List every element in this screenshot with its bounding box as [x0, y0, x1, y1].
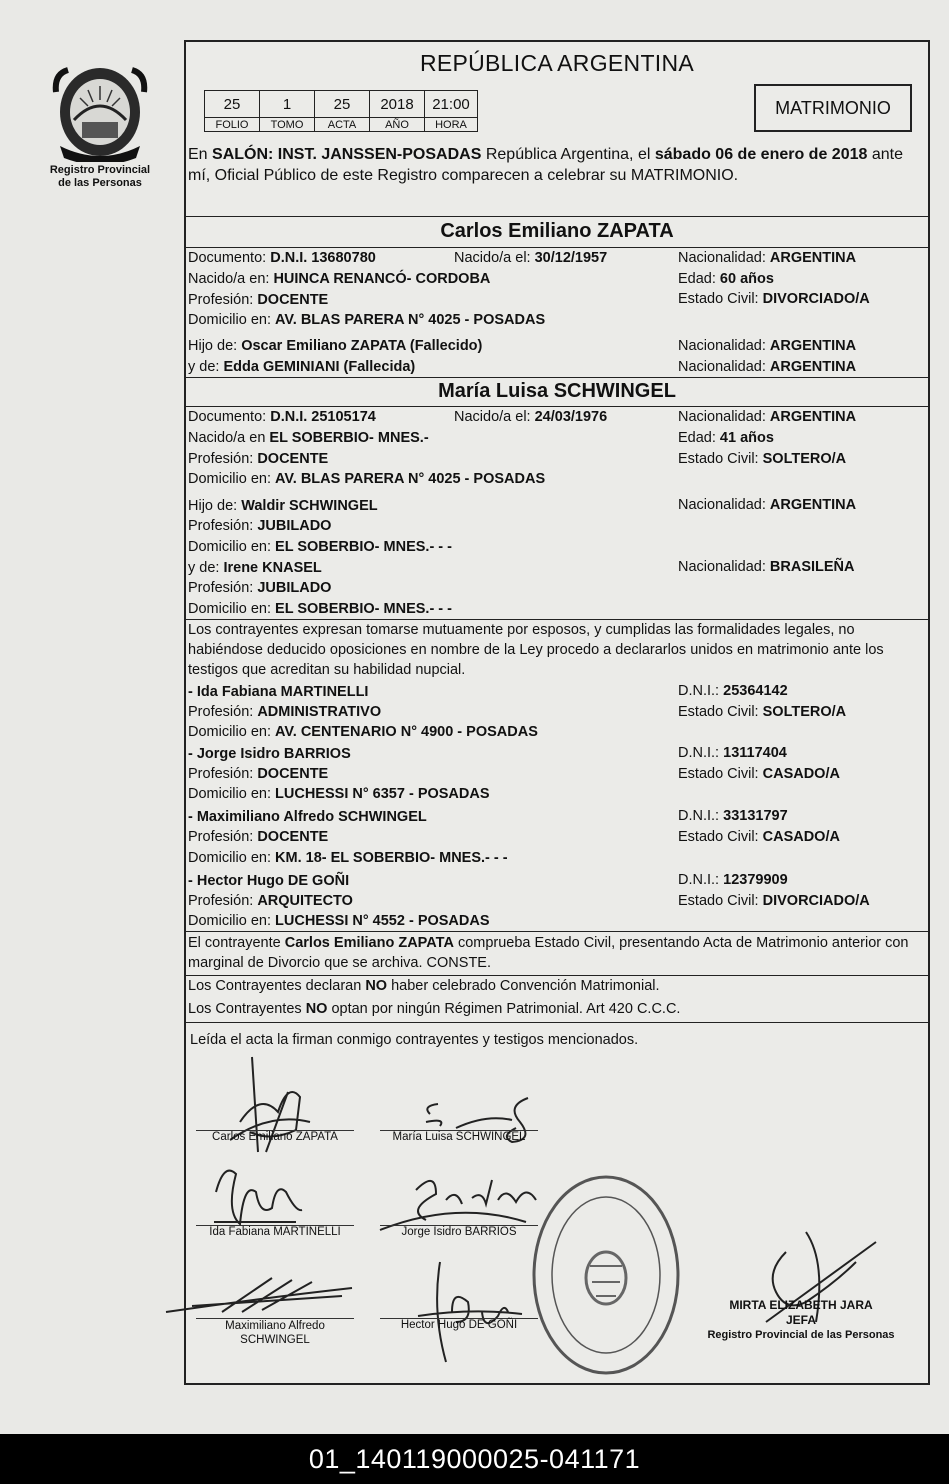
spouse1-mother: y de: Edda GEMINIANI (Fallecida) — [188, 359, 416, 375]
spouse2-birthplace: Nacido/a en EL SOBERBIO- MNES.- — [188, 430, 429, 446]
hora-label: HORA — [425, 118, 478, 132]
spouse2-mother-nationality: Nacionalidad: BRASILEÑA — [678, 559, 855, 575]
signature-scribble-schwingel — [416, 1092, 546, 1152]
official-signatory: MIRTA ELIZABETH JARA JEFA Registro Provincial de las Personas — [707, 1298, 895, 1341]
witness-dni: D.N.I.: 33131797 — [678, 808, 788, 824]
witness-civil-status: Estado Civil: CASADO/A — [678, 829, 840, 845]
ano-label: AÑO — [370, 118, 425, 132]
witness-dni: D.N.I.: 12379909 — [678, 872, 788, 888]
spouse1-birthplace: Nacido/a en: HUINCA RENANCÓ- CORDOBA — [188, 271, 491, 287]
civil-status-note: El contrayente Carlos Emiliano ZAPATA comprueba Estado Civil, presentando Acta de Matrimonio anterior con marginal de Divorcio que se archiva. CONSTE. — [188, 935, 909, 971]
witness-dni: D.N.I.: 13117404 — [678, 745, 787, 761]
registry-numbers-table — [204, 90, 478, 132]
witness-address: Domicilio en: LUCHESSI N° 6357 - POSADAS — [188, 786, 490, 802]
ano-value: 2018 — [370, 91, 425, 118]
spouse1-mother-nationality: Nacionalidad: ARGENTINA — [678, 359, 857, 375]
spouse1-name: Carlos Emiliano ZAPATA — [440, 220, 674, 242]
spouse2-father-nationality: Nacionalidad: ARGENTINA — [678, 497, 857, 513]
witness-name: - Maximiliano Alfredo SCHWINGEL — [188, 809, 427, 825]
spouse2-name: María Luisa SCHWINGEL — [438, 380, 676, 402]
divider — [186, 1022, 928, 1023]
signature-name-martinelli: Ida Fabiana MARTINELLI — [209, 1226, 341, 1238]
divider — [186, 931, 928, 932]
witness-civil-status: Estado Civil: CASADO/A — [678, 766, 840, 782]
record-type-box: MATRIMONIO — [754, 84, 912, 132]
spouse2-mother-address: Domicilio en: EL SOBERBIO- MNES.- - - — [188, 601, 452, 617]
spouse1-nationality: Nacionalidad: ARGENTINA — [678, 250, 857, 266]
spouse2-address: Domicilio en: AV. BLAS PARERA N° 4025 - POSADAS — [188, 471, 546, 487]
divider — [186, 216, 928, 217]
divider — [186, 247, 928, 248]
spouse2-father-profession: Profesión: JUBILADO — [188, 518, 332, 534]
acta-value: 25 — [315, 91, 370, 118]
logo-caption: Registro Provincial de las Personas — [49, 164, 151, 189]
signature-scribble-martinelli — [206, 1152, 306, 1232]
folio-value: 25 — [205, 91, 260, 118]
signature-name-schwingel: María Luisa SCHWINGEL — [392, 1131, 526, 1143]
witness-address: Domicilio en: LUCHESSI N° 4552 - POSADAS — [188, 913, 490, 929]
signature-name-maximiliano: Maximiliano Alfredo SCHWINGEL — [225, 1320, 325, 1346]
convention-note: Los Contrayentes declaran NO haber celebrado Convención Matrimonial. — [188, 978, 660, 994]
divider — [186, 406, 928, 407]
signature-name-barrios: Jorge Isidro BARRIOS — [401, 1226, 517, 1238]
witness-address: Domicilio en: KM. 18- EL SOBERBIO- MNES.- - - — [188, 850, 508, 866]
acta-label: ACTA — [315, 118, 370, 132]
witness-name: - Jorge Isidro BARRIOS — [188, 746, 351, 762]
witness-name: - Ida Fabiana MARTINELLI — [188, 684, 369, 700]
official-stamp-icon — [526, 1170, 686, 1380]
witness-civil-status: Estado Civil: DIVORCIADO/A — [678, 893, 870, 909]
folio-label: FOLIO — [205, 118, 260, 132]
divider — [186, 975, 928, 976]
signature-scribble-degoni — [412, 1252, 532, 1372]
misiones-seal-icon — [52, 62, 148, 162]
marriage-certificate — [184, 40, 930, 1385]
witness-profession: Profesión: ARQUITECTO — [188, 893, 353, 909]
registry-logo — [40, 62, 160, 190]
spouse2-age: Edad: 41 años — [678, 430, 774, 446]
spouse2-father-address: Domicilio en: EL SOBERBIO- MNES.- - - — [188, 539, 452, 555]
spouse1-birthdate: Nacido/a el: 30/12/1957 — [454, 250, 608, 266]
witness-address: Domicilio en: AV. CENTENARIO N° 4900 - POSADAS — [188, 724, 538, 740]
hora-value: 21:00 — [425, 91, 478, 118]
witness-civil-status: Estado Civil: SOLTERO/A — [678, 704, 847, 720]
spouse2-mother-profession: Profesión: JUBILADO — [188, 580, 332, 596]
spouse1-document: Documento: D.N.I. 13680780 — [188, 250, 376, 266]
spouse1-address: Domicilio en: AV. BLAS PARERA N° 4025 - POSADAS — [188, 312, 546, 328]
tomo-value: 1 — [260, 91, 315, 118]
declaration-text: Los contrayentes expresan tomarse mutuamente por esposos, y cumplidas las formalidades legales, no habiéndose deducido oposiciones en nombre de la Ley procedo a declararlos unidos en matrimonio ante los testigos que acreditan su habilidad nupcial. — [188, 622, 884, 678]
intro-text: En SALÓN: INST. JANSSEN-POSADAS República Argentina, el sábado 06 de enero de 2018 ante mí, Oficial Público de este Registro comparecen a celebrar su MATRIMONIO. — [188, 146, 903, 184]
document-code-bar: 01_140119000025-041171 — [0, 1434, 949, 1484]
witness-profession: Profesión: DOCENTE — [188, 829, 329, 845]
spouse1-father-nationality: Nacionalidad: ARGENTINA — [678, 338, 857, 354]
spouse2-birthdate: Nacido/a el: 24/03/1976 — [454, 409, 608, 425]
witness-dni: D.N.I.: 25364142 — [678, 683, 788, 699]
witness-profession: Profesión: ADMINISTRATIVO — [188, 704, 382, 720]
spouse1-father: Hijo de: Oscar Emiliano ZAPATA (Fallecido) — [188, 338, 483, 354]
spouse1-civil-status: Estado Civil: DIVORCIADO/A — [678, 291, 870, 307]
signature-scribble-zapata — [200, 1052, 330, 1162]
closing-text: Leída el acta la firman conmigo contrayentes y testigos mencionados. — [190, 1032, 639, 1048]
witness-profession: Profesión: DOCENTE — [188, 766, 329, 782]
spouse2-profession: Profesión: DOCENTE — [188, 451, 329, 467]
signature-name-zapata: Carlos Emiliano ZAPATA — [212, 1131, 338, 1143]
signature-name-degoni: Hector Hugo DE GOÑI — [400, 1319, 518, 1331]
spouse2-document: Documento: D.N.I. 25105174 — [188, 409, 376, 425]
witness-name: - Hector Hugo DE GOÑI — [188, 873, 350, 889]
regime-note: Los Contrayentes NO optan por ningún Régimen Patrimonial. Art 420 C.C.C. — [188, 1001, 681, 1017]
spouse1-profession: Profesión: DOCENTE — [188, 292, 329, 308]
spouse2-nationality: Nacionalidad: ARGENTINA — [678, 409, 857, 425]
tomo-label: TOMO — [260, 118, 315, 132]
spouse1-age: Edad: 60 años — [678, 271, 774, 287]
spouse2-civil-status: Estado Civil: SOLTERO/A — [678, 451, 847, 467]
spouse2-father: Hijo de: Waldir SCHWINGEL — [188, 498, 378, 514]
spouse2-mother: y de: Irene KNASEL — [188, 560, 322, 576]
divider — [186, 377, 928, 378]
country-title: REPÚBLICA ARGENTINA — [419, 50, 695, 76]
